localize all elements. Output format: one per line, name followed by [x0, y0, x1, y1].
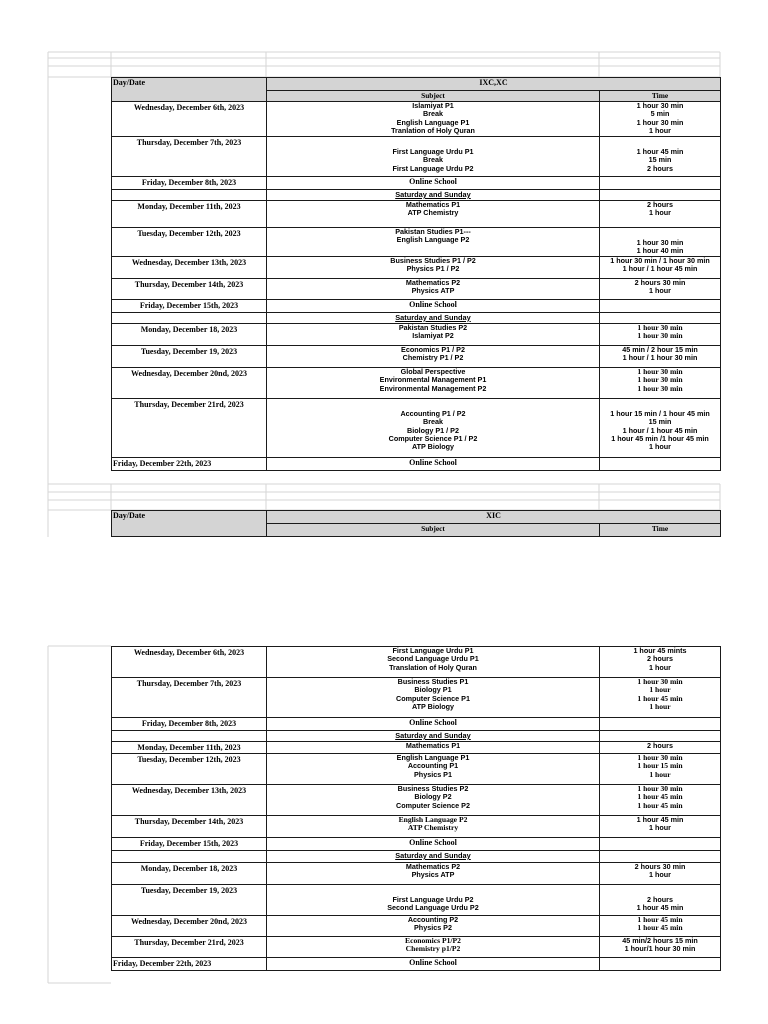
time-line: 2 hours 30 min [634, 278, 686, 287]
weekend-row [112, 851, 721, 863]
online-school-note: Online School [267, 838, 600, 851]
subject-line: Accounting P1 [407, 761, 459, 771]
schedule-row [112, 647, 721, 678]
subject-line: English Language P2 [398, 815, 468, 824]
schedule-row [112, 345, 721, 367]
time-line: 2 hours 30 min [634, 862, 686, 871]
subject-line: Business Studies P1 [397, 677, 469, 686]
subject-line: Physics P2 [414, 923, 452, 933]
subject-line: Mathematics P2 [405, 278, 461, 287]
subject-line: Pakistan Studies P2 [398, 323, 468, 332]
schedule-row [112, 958, 721, 971]
day-date-cell: Friday, December 22th, 2023 [112, 457, 267, 470]
time-line: 1 hour 45 min [636, 903, 684, 913]
schedule-row [112, 367, 721, 398]
subject-cell [267, 785, 600, 816]
time-cell-empty [600, 838, 721, 851]
time-cell [600, 345, 721, 367]
subject-line: Chemistry p1/P2 [405, 944, 461, 954]
time-line: 1 hour [649, 769, 671, 779]
schedule-row [112, 678, 721, 718]
day-date-cell: Tuesday, December 19, 2023 [112, 885, 267, 916]
subject-cell [267, 885, 600, 916]
subject-line: Mathematics P1 [405, 741, 461, 750]
day-date-cell: Thursday, December 7th, 2023 [112, 137, 267, 177]
schedule-row [112, 785, 721, 816]
schedule-row [112, 742, 721, 754]
time-cell-empty [600, 177, 721, 190]
time-line: 1 hour [649, 823, 671, 833]
day-date-cell: Wednesday, December 13th, 2023 [112, 785, 267, 816]
time-cell [600, 937, 721, 958]
weekend-label: Saturday and Sunday [267, 731, 600, 742]
subject-line: English Language P2 [396, 235, 470, 245]
time-cell [600, 278, 721, 299]
subject-line: English Language P1 [396, 753, 470, 762]
schedule-row [112, 885, 721, 916]
day-date-cell: Monday, December 11th, 2023 [112, 742, 267, 754]
day-date-cell: Wednesday, December 13th, 2023 [112, 256, 267, 278]
time-line: 1 hour / 1 hour 45 min [622, 425, 698, 435]
subject-line: First Language Urdu P1 [392, 646, 474, 655]
time-line: 1 hour / 1 hour 30 min [622, 353, 698, 363]
time-line: 1 hour 45 min [636, 147, 684, 156]
time-cell-empty [600, 299, 721, 312]
time-line: 2 hours [647, 654, 673, 664]
day-date-cell: Thursday, December 7th, 2023 [112, 678, 267, 718]
online-school-note: Online School [267, 958, 600, 971]
time-cell [600, 785, 721, 816]
subject-line: Physics P1 [414, 769, 452, 779]
weekend-row [112, 190, 721, 201]
subject-line: ATP Chemistry [407, 208, 459, 218]
subject-line: Break [423, 417, 443, 427]
day-date-cell: Friday, December 8th, 2023 [112, 718, 267, 731]
time-cell [600, 742, 721, 754]
day-date-cell: Thursday, December 14th, 2023 [112, 816, 267, 838]
day-date-cell: Tuesday, December 12th, 2023 [112, 228, 267, 257]
header-subject: Subject [267, 524, 600, 537]
subject-line: Pakistan Studies P1--- [395, 227, 471, 236]
header-time: Time [600, 91, 721, 102]
subject-cell [267, 228, 600, 257]
day-date-cell: Monday, December 18, 2023 [112, 323, 267, 345]
time-cell-empty [600, 190, 721, 201]
subject-line: Computer Science P1 [396, 693, 470, 703]
subject-line: Second Language Urdu P1 [387, 654, 479, 664]
subject-cell [267, 323, 600, 345]
subject-line: Break [423, 109, 443, 119]
day-date-cell: Friday, December 15th, 2023 [112, 838, 267, 851]
time-line: 1 hour 45 mints [633, 646, 687, 655]
online-school-note: Online School [267, 299, 600, 312]
subject-cell [267, 137, 600, 177]
day-date-cell: Wednesday, December 6th, 2023 [112, 102, 267, 137]
time-line: 1 hour 30 min / 1 hour 30 min [610, 256, 710, 265]
time-cell-empty [600, 312, 721, 323]
header-day-date: Day/Date [112, 78, 267, 102]
time-line: 1 hour 30 min [636, 117, 684, 127]
time-line: 1 hour 45 min [637, 693, 683, 703]
day-date-cell: Friday, December 22th, 2023 [112, 958, 267, 971]
day-date-cell: Monday, December 18, 2023 [112, 863, 267, 885]
day-date-cell: Wednesday, December 20nd, 2023 [112, 916, 267, 937]
subject-line: First Language Urdu P2 [392, 895, 474, 904]
subject-line: Accounting P2 [407, 915, 459, 924]
header-time: Time [600, 524, 721, 537]
subject-line: Business Studies P1 / P2 [390, 256, 476, 265]
time-line: 1 hour 30 min [637, 331, 683, 341]
time-cell [600, 323, 721, 345]
day-date-cell: Wednesday, December 20nd, 2023 [112, 367, 267, 398]
subject-line: English Language P1 [396, 117, 470, 127]
subject-cell [267, 345, 600, 367]
time-line: 1 hour [649, 286, 671, 296]
subject-line: ATP Chemistry [407, 823, 459, 833]
time-cell [600, 228, 721, 257]
subject-line: Economics P1 / P2 [401, 345, 465, 354]
time-line: 1 hour 30 min [636, 238, 684, 247]
time-line: 1 hour / 1 hour 45 min [622, 264, 698, 274]
subject-line: Computer Science P2 [396, 800, 470, 810]
time-cell-empty [600, 718, 721, 731]
schedule-row [112, 457, 721, 470]
time-line: 2 hours [647, 200, 673, 209]
time-line: 1 hour/1 hour 30 min [624, 944, 696, 954]
subject-line: Computer Science P1 / P2 [388, 434, 478, 444]
subject-line: ATP Biology [411, 702, 455, 712]
schedule-row [112, 838, 721, 851]
schedule-row [112, 323, 721, 345]
schedule-row [112, 863, 721, 885]
time-line: 1 hour 30 min [637, 753, 683, 762]
subject-cell [267, 102, 600, 137]
subject-line: Economics P1/P2 [405, 936, 461, 945]
schedule-row [112, 228, 721, 257]
time-cell-empty [600, 851, 721, 863]
online-school-note: Online School [267, 177, 600, 190]
time-line: 2 hours [647, 741, 673, 750]
time-cell [600, 201, 721, 228]
header-class-group: IXC,XC [267, 78, 721, 91]
subject-line: Physics P1 / P2 [406, 264, 460, 274]
subject-line: Global Perspective [400, 367, 466, 376]
subject-line: Mathematics P1 [405, 200, 461, 209]
time-line: 1 hour 15 min / 1 hour 45 min [610, 408, 710, 418]
day-date-cell: Thursday, December 21rd, 2023 [112, 937, 267, 958]
subject-line: Second Language Urdu P2 [387, 903, 479, 913]
exam-schedule-table-xic-header [111, 510, 721, 537]
time-line: 15 min [648, 417, 672, 427]
time-line: 1 hour 45 min /1 hour 45 min [611, 434, 709, 444]
subject-cell [267, 367, 600, 398]
subject-line: Tranlation of Holy Quran [391, 126, 475, 136]
schedule-row [112, 299, 721, 312]
subject-line: Chemistry P1 / P2 [402, 353, 464, 363]
time-cell [600, 916, 721, 937]
time-cell [600, 398, 721, 457]
subject-line: Environmental Management P2 [379, 383, 487, 393]
weekend-label: Saturday and Sunday [267, 312, 600, 323]
time-line: 1 hour [649, 662, 671, 672]
weekend-label: Saturday and Sunday [267, 190, 600, 201]
weekend-row [112, 731, 721, 742]
day-date-cell: Thursday, December 14th, 2023 [112, 278, 267, 299]
day-date-cell: Monday, December 11th, 2023 [112, 201, 267, 228]
schedule-row [112, 937, 721, 958]
time-line: 1 hour [649, 702, 671, 712]
time-line: 1 hour 30 min [637, 375, 683, 385]
schedule-row [112, 278, 721, 299]
time-cell [600, 678, 721, 718]
subject-line: Business Studies P2 [397, 784, 469, 793]
time-cell-empty [600, 457, 721, 470]
day-date-cell: Wednesday, December 6th, 2023 [112, 647, 267, 678]
time-line: 1 hour 45 min [637, 915, 683, 924]
time-cell [600, 885, 721, 916]
time-line: 1 hour [649, 870, 671, 880]
subject-line: Islamiyat P1 [412, 101, 454, 110]
time-line: 1 hour [649, 208, 671, 218]
time-line: 5 min [650, 109, 670, 119]
subject-cell [267, 278, 600, 299]
time-line: 1 hour 30 min [637, 677, 683, 686]
exam-schedule-table-ixc-xc [111, 77, 721, 471]
schedule-row [112, 201, 721, 228]
day-cell-empty [112, 731, 267, 742]
time-cell [600, 256, 721, 278]
header-subject: Subject [267, 91, 600, 102]
subject-cell [267, 398, 600, 457]
weekend-row [112, 312, 721, 323]
weekend-label: Saturday and Sunday [267, 851, 600, 863]
time-line: 1 hour 45 min [637, 923, 683, 933]
schedule-row [112, 816, 721, 838]
subject-line: Physics ATP [411, 286, 455, 296]
time-line: 15 min [648, 155, 672, 165]
time-line: 1 hour 30 min [637, 784, 683, 793]
time-line: 1 hour 45 min [637, 792, 683, 802]
time-line: 1 hour 30 min [637, 367, 683, 376]
schedule-row [112, 177, 721, 190]
time-line: 45 min / 2 hour 15 min [622, 345, 698, 354]
time-line: 2 hours [647, 163, 673, 173]
subject-cell [267, 863, 600, 885]
exam-schedule-table-xic [111, 646, 721, 971]
subject-line: Accounting P1 / P2 [400, 408, 466, 418]
subject-line: Physics ATP [411, 870, 455, 880]
subject-cell [267, 916, 600, 937]
time-line: 1 hour [649, 442, 671, 452]
time-line: 1 hour [649, 126, 671, 136]
subject-line: First Language Urdu P1 [392, 147, 474, 156]
time-cell-empty [600, 958, 721, 971]
schedule-row [112, 718, 721, 731]
day-date-cell: Friday, December 8th, 2023 [112, 177, 267, 190]
time-line: 2 hours [647, 895, 673, 904]
day-date-cell: Tuesday, December 19, 2023 [112, 345, 267, 367]
time-line: 45 min/2 hours 15 min [622, 936, 698, 945]
subject-line: Biology P1 [414, 685, 452, 695]
subject-cell [267, 754, 600, 785]
day-date-cell: Tuesday, December 12th, 2023 [112, 754, 267, 785]
day-cell-empty [112, 190, 267, 201]
subject-cell [267, 256, 600, 278]
subject-line: Environmental Management P1 [379, 375, 487, 385]
time-cell [600, 647, 721, 678]
schedule-row [112, 256, 721, 278]
subject-line: ATP Biology [411, 442, 455, 452]
time-line: 1 hour [649, 685, 671, 695]
time-line: 1 hour 40 min [636, 246, 684, 256]
day-date-cell: Thursday, December 21rd, 2023 [112, 398, 267, 457]
subject-cell [267, 816, 600, 838]
header-class-group: XIC [267, 511, 721, 524]
time-line: 1 hour 30 min [637, 323, 683, 332]
time-line: 1 hour 30 min [636, 101, 684, 110]
subject-cell [267, 647, 600, 678]
schedule-row [112, 916, 721, 937]
subject-line: Islamiyat P2 [412, 331, 454, 341]
day-cell-empty [112, 851, 267, 863]
online-school-note: Online School [267, 718, 600, 731]
time-cell [600, 754, 721, 785]
subject-cell [267, 201, 600, 228]
subject-line: Biology P1 / P2 [407, 425, 459, 435]
time-line: 1 hour 45 min [636, 815, 684, 824]
schedule-row [112, 398, 721, 457]
subject-cell [267, 937, 600, 958]
time-cell [600, 863, 721, 885]
time-line: 1 hour 30 min [637, 383, 683, 393]
subject-line: Mathematics P2 [405, 862, 461, 871]
day-cell-empty [112, 312, 267, 323]
header-day-date: Day/Date [112, 511, 267, 537]
subject-line: Break [423, 155, 443, 165]
time-line: 1 hour 15 min [637, 761, 683, 771]
time-cell [600, 367, 721, 398]
time-cell [600, 816, 721, 838]
subject-line: Translation of Holy Quran [389, 662, 477, 672]
subject-cell [267, 742, 600, 754]
day-date-cell: Friday, December 15th, 2023 [112, 299, 267, 312]
online-school-note: Online School [267, 457, 600, 470]
schedule-row [112, 754, 721, 785]
subject-cell [267, 678, 600, 718]
time-cell [600, 102, 721, 137]
subject-line: Biology P2 [414, 792, 452, 802]
subject-line: First Language Urdu P2 [392, 163, 474, 173]
time-cell-empty [600, 731, 721, 742]
time-line: 1 hour 45 min [637, 800, 683, 810]
time-cell [600, 137, 721, 177]
schedule-row [112, 137, 721, 177]
schedule-row [112, 102, 721, 137]
